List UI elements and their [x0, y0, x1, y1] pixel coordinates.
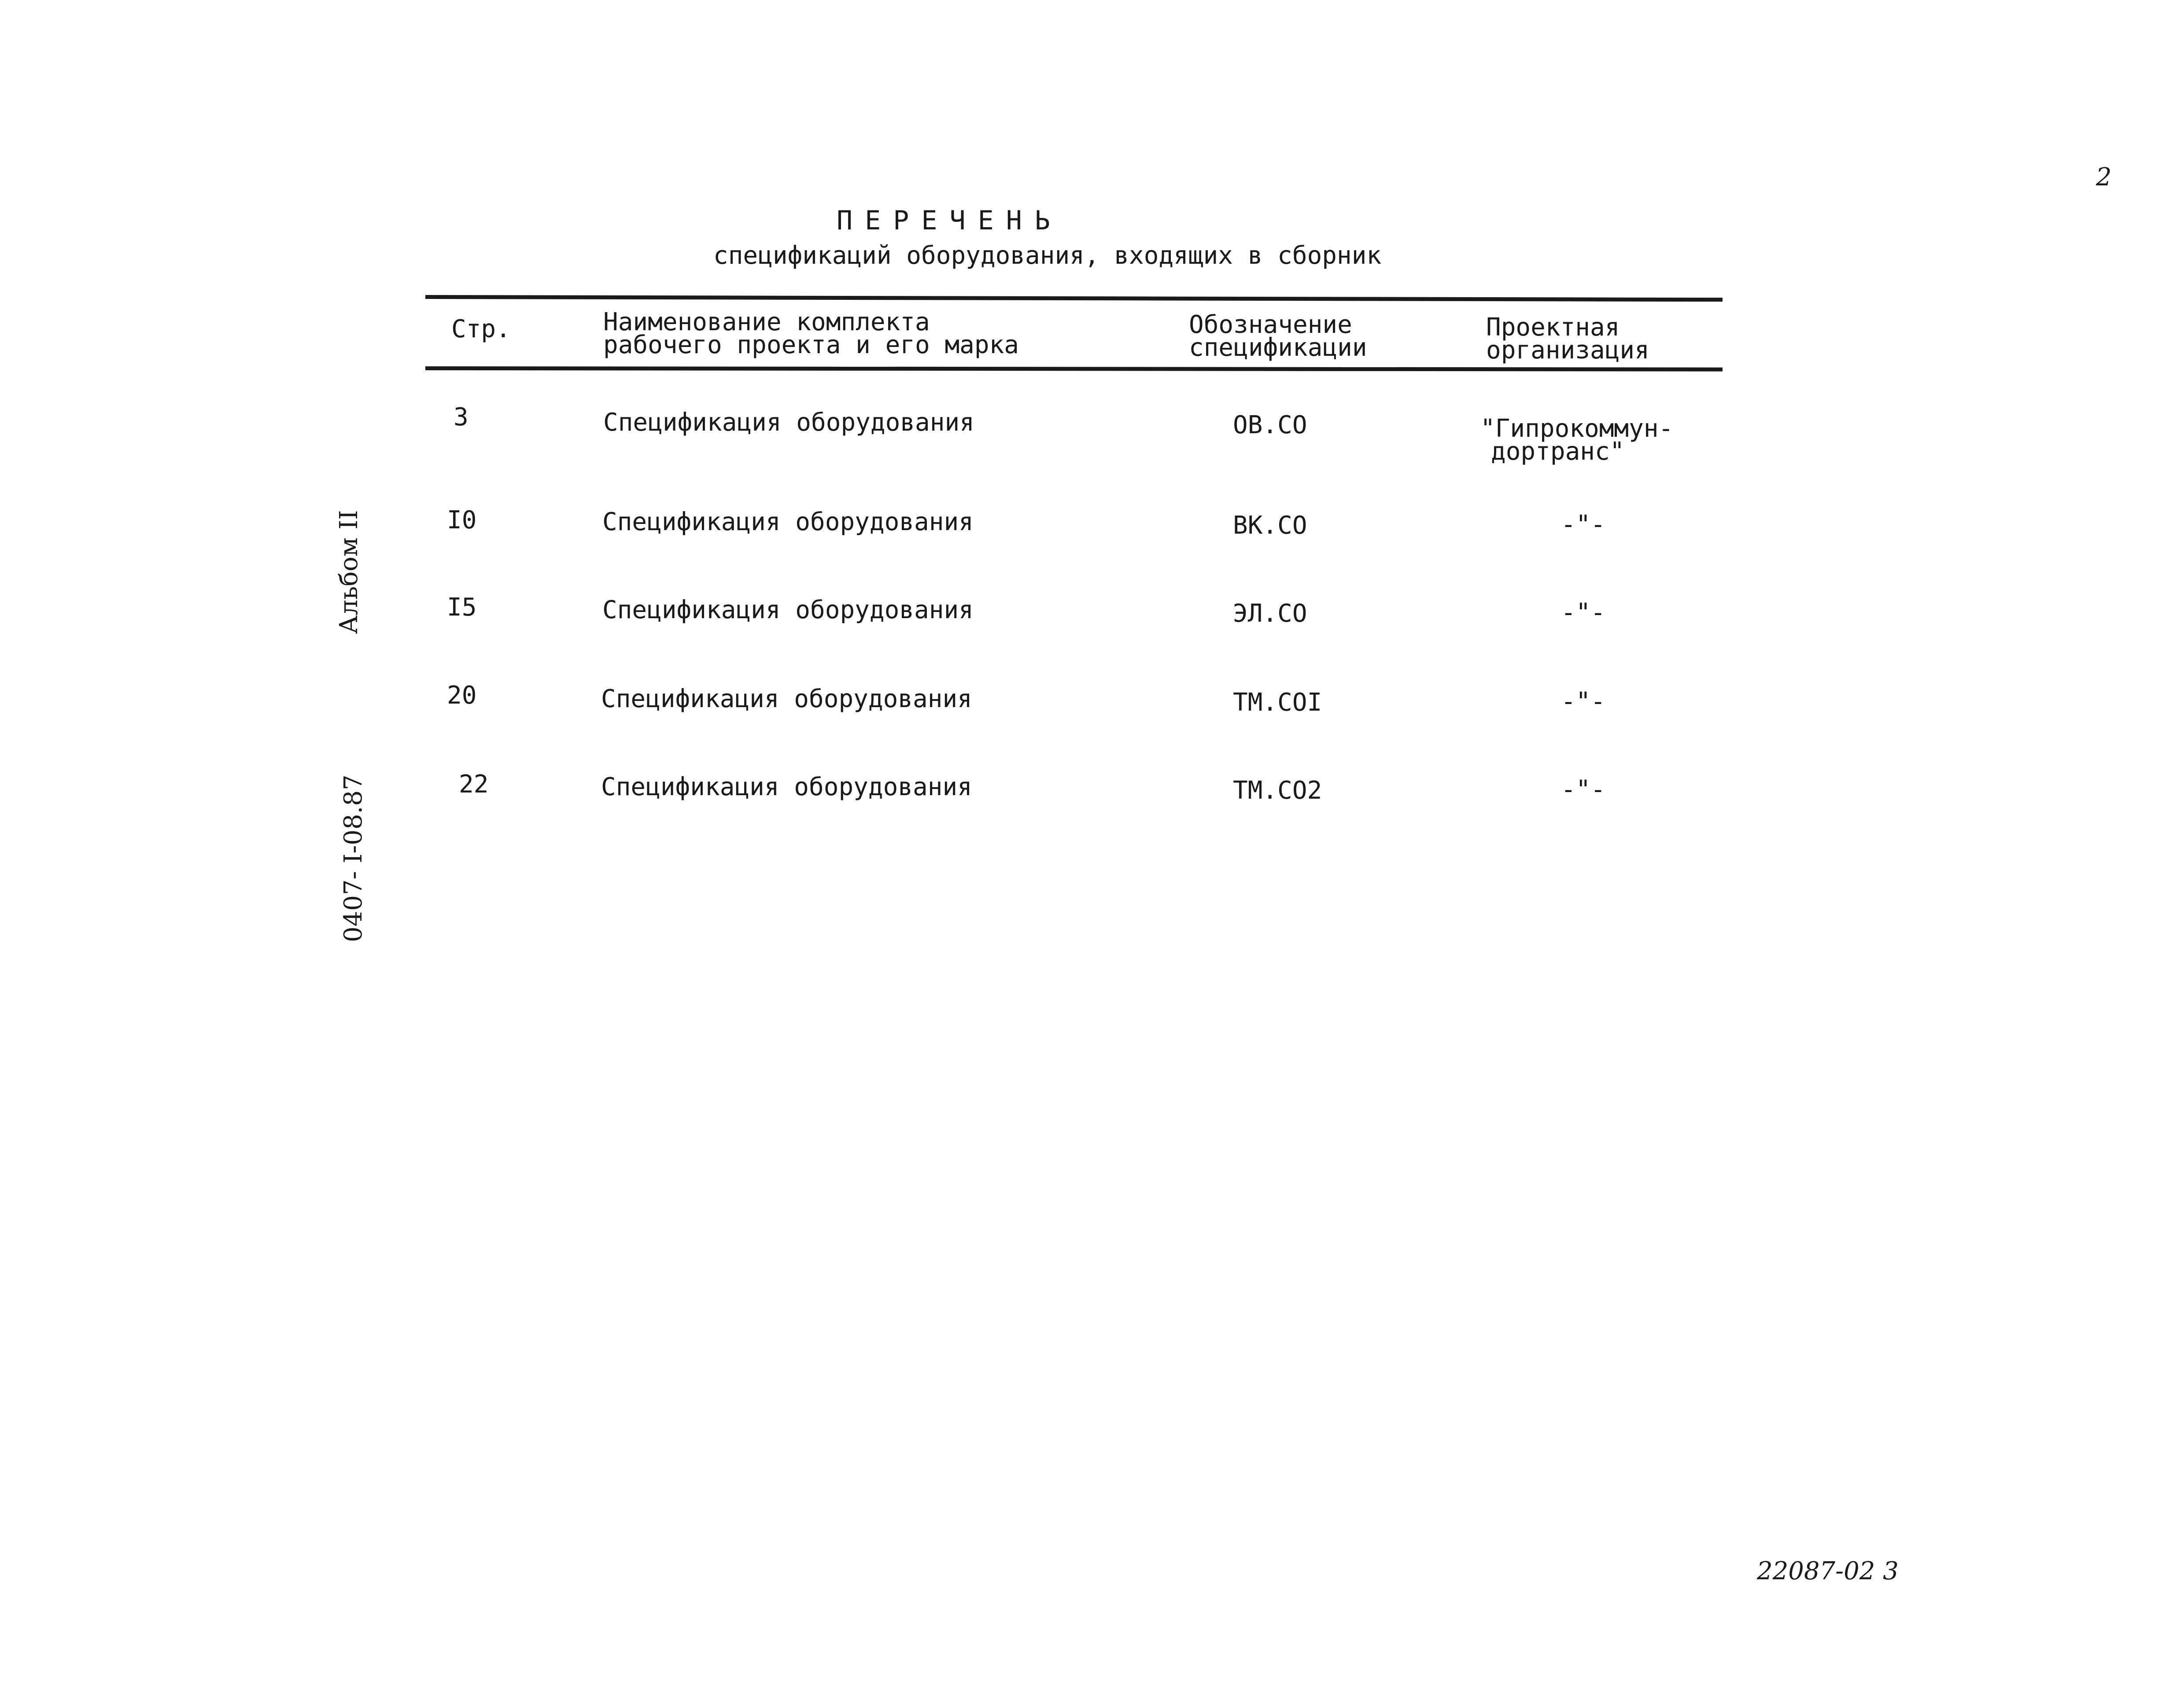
row-page: 3	[454, 403, 469, 431]
header-code-line2: спецификации	[1189, 333, 1367, 362]
row-page: I5	[447, 593, 477, 622]
row-org: -"-	[1561, 598, 1606, 627]
row-page: 20	[447, 681, 477, 710]
row-org: -"-	[1561, 510, 1606, 539]
row-code: ОВ.СО	[1233, 411, 1307, 439]
table-header-rule	[425, 366, 1723, 372]
header-name-line2: рабочего проекта и его марка	[603, 331, 1019, 359]
page-number: 2	[2096, 163, 2112, 192]
row-page: I0	[447, 506, 477, 534]
row-code: ТМ.СО2	[1233, 776, 1322, 805]
row-page: 22	[459, 770, 489, 799]
side-album-label: Альбом II	[335, 510, 363, 634]
row-name: Спецификация оборудования	[601, 685, 972, 713]
header-name	[603, 308, 1019, 359]
row-code: ТМ.СОI	[1233, 688, 1322, 717]
side-series-code: 0407- I-08.87	[339, 774, 368, 942]
row-name: Спецификация оборудования	[602, 596, 974, 624]
table-top-rule	[425, 295, 1723, 302]
row-org: -"-	[1561, 687, 1606, 716]
row-org	[1480, 414, 1674, 466]
header-code	[1189, 310, 1367, 362]
header-org-line1: Проектная	[1486, 313, 1620, 342]
header-org-line2: организация	[1486, 336, 1649, 365]
document-subtitle: спецификаций оборудования, входящих в сборник	[713, 241, 1382, 270]
row-org: -"-	[1561, 775, 1606, 804]
row-name: Спецификация оборудования	[602, 508, 974, 536]
row-name: Спецификация оборудования	[603, 408, 974, 437]
header-name-line1: Наименование комплекта	[603, 308, 930, 336]
row-org-line2: дортранс"	[1491, 437, 1625, 466]
footer-code: 22087-02 3	[1757, 1557, 1899, 1585]
row-code: ЭЛ.СО	[1233, 599, 1307, 628]
header-org	[1486, 313, 1649, 365]
row-org-line1: "Гипрокоммун-	[1480, 414, 1674, 443]
header-code-line1: Обозначение	[1189, 310, 1352, 339]
document-title: ПЕРЕЧЕНЬ	[837, 205, 1062, 236]
row-name: Спецификация оборудования	[601, 773, 972, 801]
row-code: ВК.СО	[1233, 511, 1307, 540]
header-page: Стр.	[451, 315, 511, 343]
